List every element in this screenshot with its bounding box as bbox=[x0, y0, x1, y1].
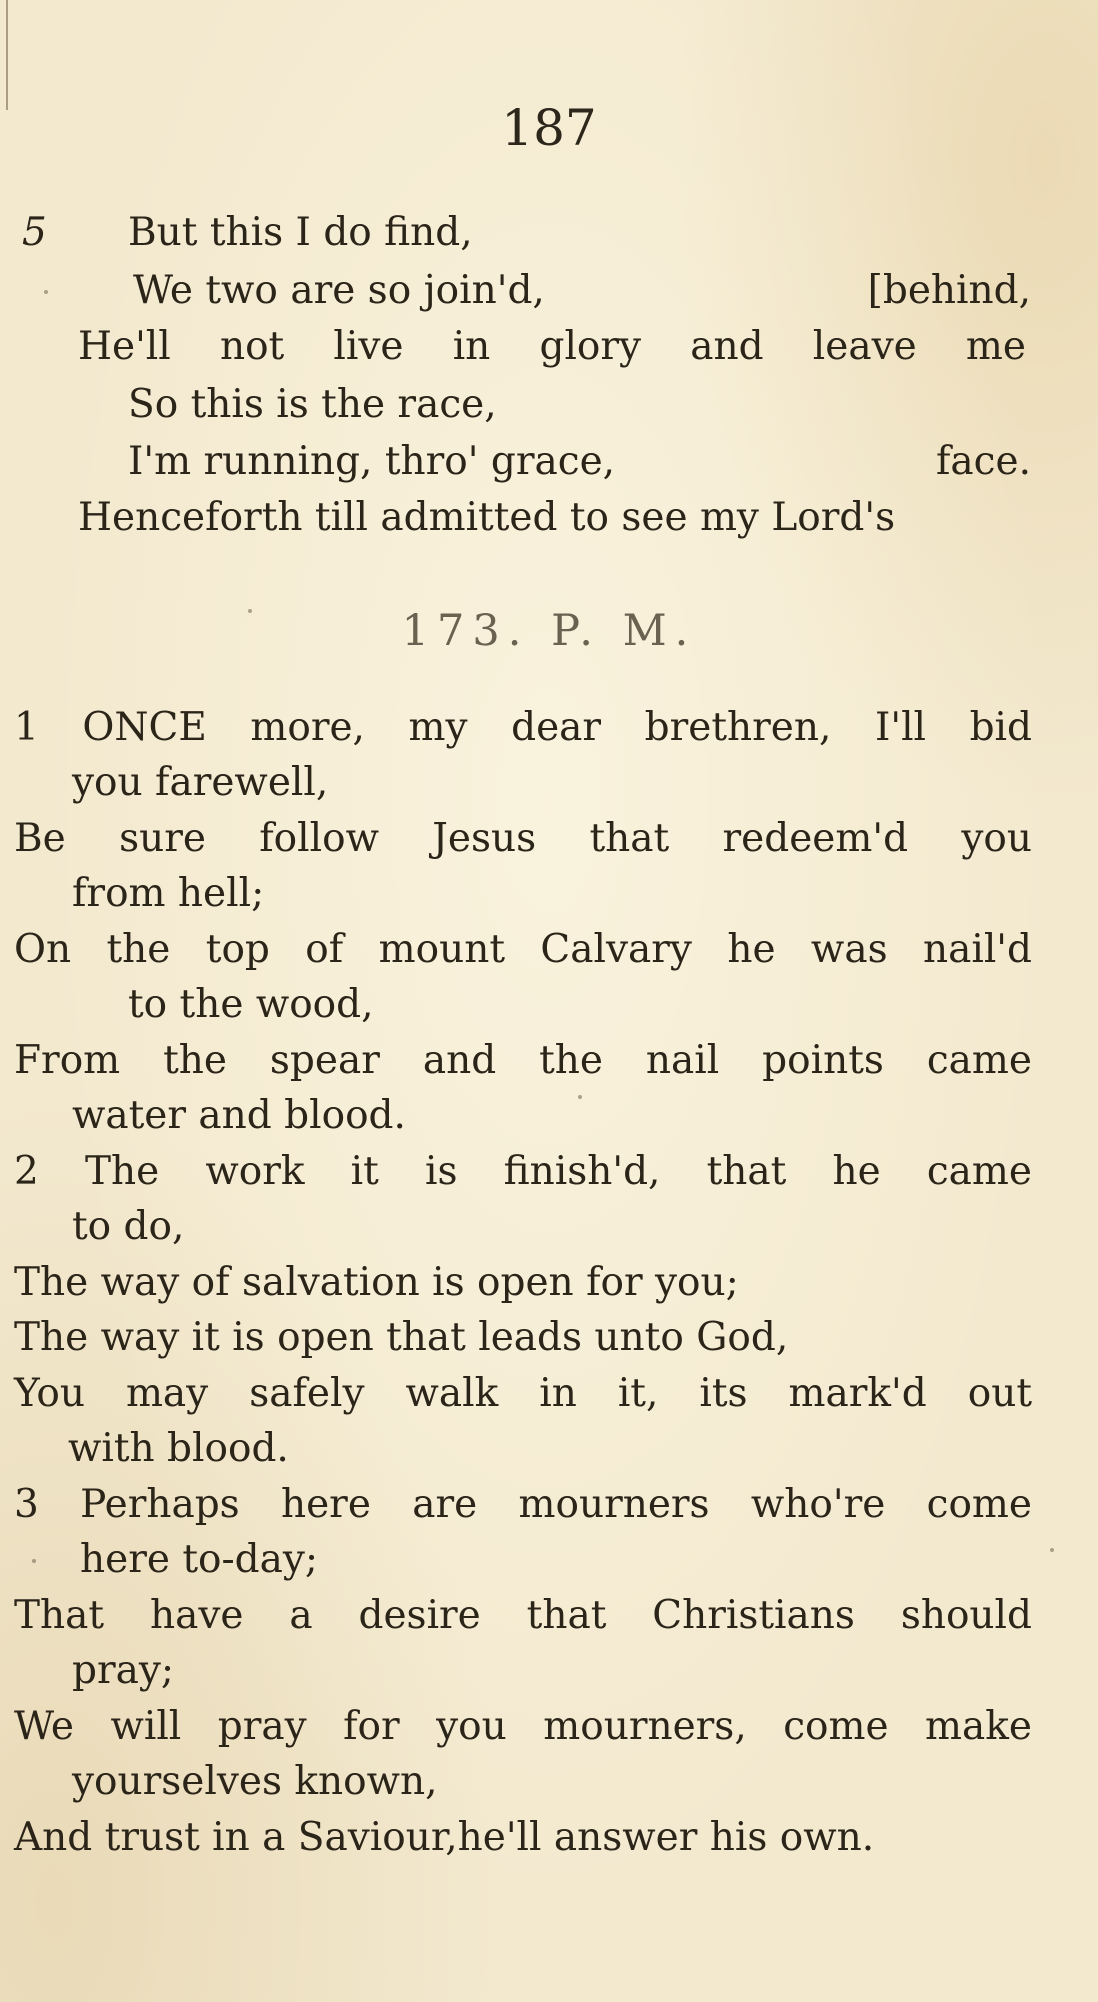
verse-line: to do, bbox=[72, 1204, 185, 1249]
verse-line: from hell; bbox=[72, 871, 265, 916]
page-number: 187 bbox=[501, 99, 597, 157]
verse-line: yourselves known, bbox=[72, 1759, 438, 1804]
verse-line: On the top of mount Calvary he was nail'd bbox=[14, 927, 1032, 972]
paper-speck bbox=[1050, 1548, 1054, 1552]
verse-line: We will pray for you mourners, come make bbox=[14, 1704, 1032, 1749]
verse-line: pray; bbox=[72, 1648, 175, 1693]
verse-line: I'm running, thro' grace, bbox=[128, 439, 616, 484]
verse-line: you farewell, bbox=[72, 760, 329, 805]
verse-line: water and blood. bbox=[72, 1093, 406, 1138]
verse-line: We two are so join'd, bbox=[133, 268, 545, 313]
verse-line: 1 ONCE more, my dear brethren, I'll bid bbox=[14, 705, 1032, 750]
stanza-number: 5 bbox=[22, 210, 47, 255]
paper-speck bbox=[248, 609, 252, 613]
verse-line-turnover: [behind, bbox=[867, 268, 1031, 313]
verse-line: But this I do find, bbox=[128, 210, 473, 255]
verse-line: And trust in a Saviour,he'll answer his own. bbox=[14, 1815, 875, 1860]
hymn-heading: 173. P. M. bbox=[401, 606, 697, 656]
verse-line: He'll not live in glory and leave me bbox=[78, 324, 1026, 369]
page-edge-line bbox=[6, 0, 8, 110]
verse-line: You may safely walk in it, its mark'd out bbox=[14, 1371, 1032, 1416]
verse-line: here to-day; bbox=[80, 1537, 319, 1582]
paper-speck bbox=[578, 1095, 582, 1099]
verse-line: That have a desire that Christians should bbox=[14, 1593, 1032, 1638]
verse-line: with blood. bbox=[68, 1426, 289, 1471]
verse-line: So this is the race, bbox=[128, 382, 497, 427]
verse-line: Henceforth till admitted to see my Lord's bbox=[78, 495, 896, 540]
verse-line: From the spear and the nail points came bbox=[14, 1038, 1032, 1083]
verse-line: to the wood, bbox=[128, 982, 374, 1027]
verse-line: The way of salvation is open for you; bbox=[14, 1260, 739, 1305]
verse-line: The way it is open that leads unto God, bbox=[14, 1315, 789, 1360]
verse-line: 3 Perhaps here are mourners who're come bbox=[14, 1482, 1032, 1527]
verse-line-turnover: face. bbox=[935, 439, 1031, 484]
paper-speck bbox=[44, 290, 48, 294]
paper-speck bbox=[32, 1559, 36, 1563]
verse-line: 2 The work it is finish'd, that he came bbox=[14, 1149, 1032, 1194]
verse-line: Be sure follow Jesus that redeem'd you bbox=[14, 816, 1032, 861]
